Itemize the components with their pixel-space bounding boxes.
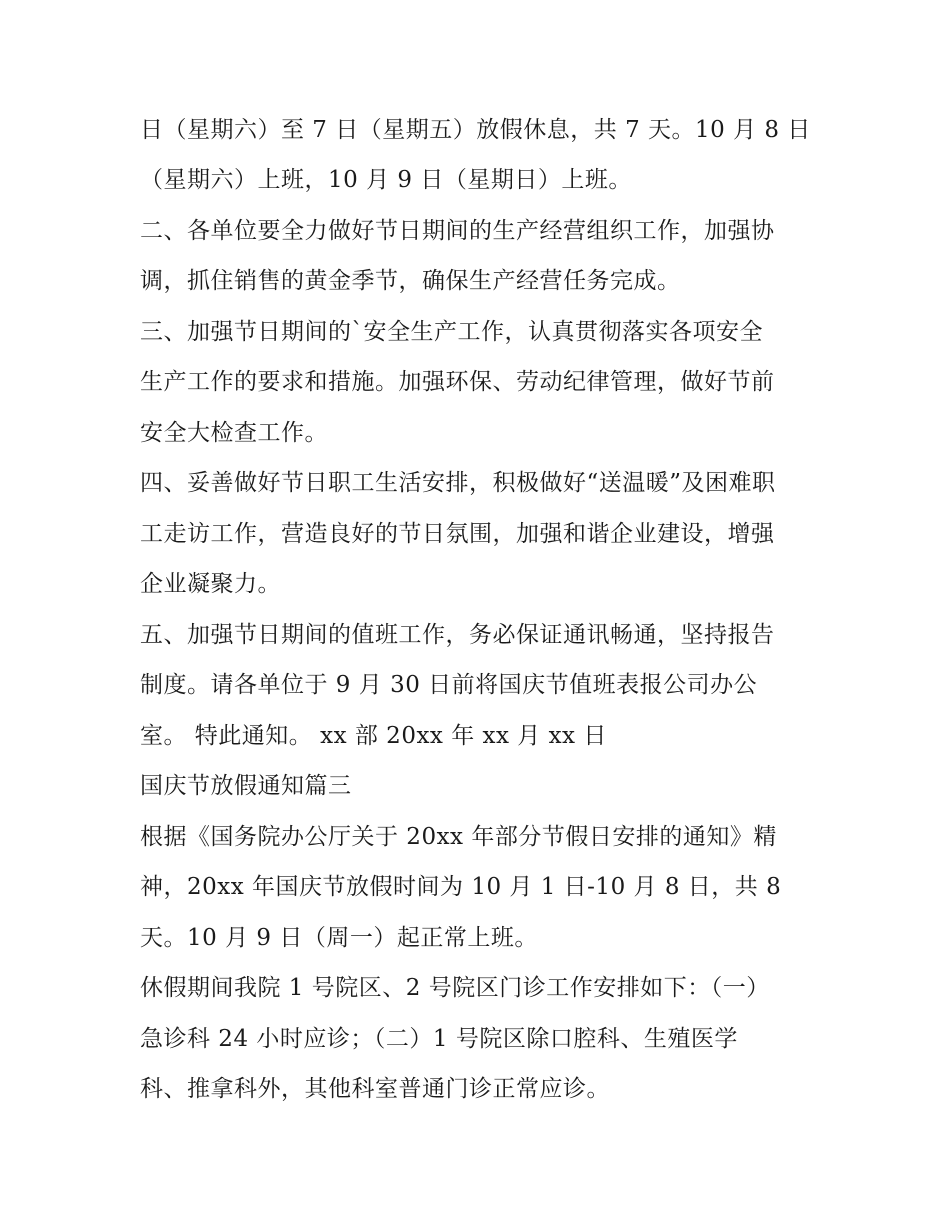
section-heading: 国庆节放假通知篇三 — [140, 773, 352, 799]
text-line: （星期六）上班，10 月 9 日（星期日）上班。 — [140, 167, 632, 193]
text-line: 急诊科 24 小时应诊；（二）1 号院区除口腔科、生殖医学 — [140, 1026, 738, 1052]
text-line: 四、妥善做好节日职工生活安排，积极做好“送温暖”及困难职 — [140, 470, 776, 496]
text-line: 生产工作的要求和措施。加强环保、劳动纪律管理，做好节前 — [140, 369, 775, 395]
text-line: 五、加强节日期间的值班工作，务必保证通讯畅通，坚持报告 — [140, 622, 775, 648]
text-line: 室。 特此通知。 xx 部 20xx 年 xx 月 xx 日 — [140, 723, 607, 749]
text-line: 神，20xx 年国庆节放假时间为 10 月 1 日-10 月 8 日，共 8 — [140, 874, 782, 900]
text-line: 二、各单位要全力做好节日期间的生产经营组织工作，加强协 — [140, 218, 775, 244]
text-line: 制度。请各单位于 9 月 30 日前将国庆节值班表报公司办公 — [140, 672, 758, 698]
text-line: 三、加强节日期间的`安全生产工作，认真贯彻落实各项安全 — [140, 319, 763, 345]
text-line: 休假期间我院 1 号院区、2 号院区门诊工作安排如下：（一） — [140, 975, 770, 1001]
text-line: 工走访工作，营造良好的节日氛围，加强和谐企业建设，增强 — [140, 521, 775, 547]
text-line: 调，抓住销售的黄金季节，确保生产经营任务完成。 — [140, 268, 681, 294]
text-line: 根据《国务院办公厅关于 20xx 年部分节假日安排的通知》精 — [140, 824, 777, 850]
text-line: 日（星期六）至 7 日（星期五）放假休息，共 7 天。10 月 8 日 — [140, 117, 811, 143]
text-line: 安全大检查工作。 — [140, 420, 328, 446]
text-line: 科、推拿科外，其他科室普通门诊正常应诊。 — [140, 1076, 610, 1102]
text-line: 天。10 月 9 日（周一）起正常上班。 — [140, 925, 538, 951]
text-line: 企业凝聚力。 — [140, 571, 281, 597]
